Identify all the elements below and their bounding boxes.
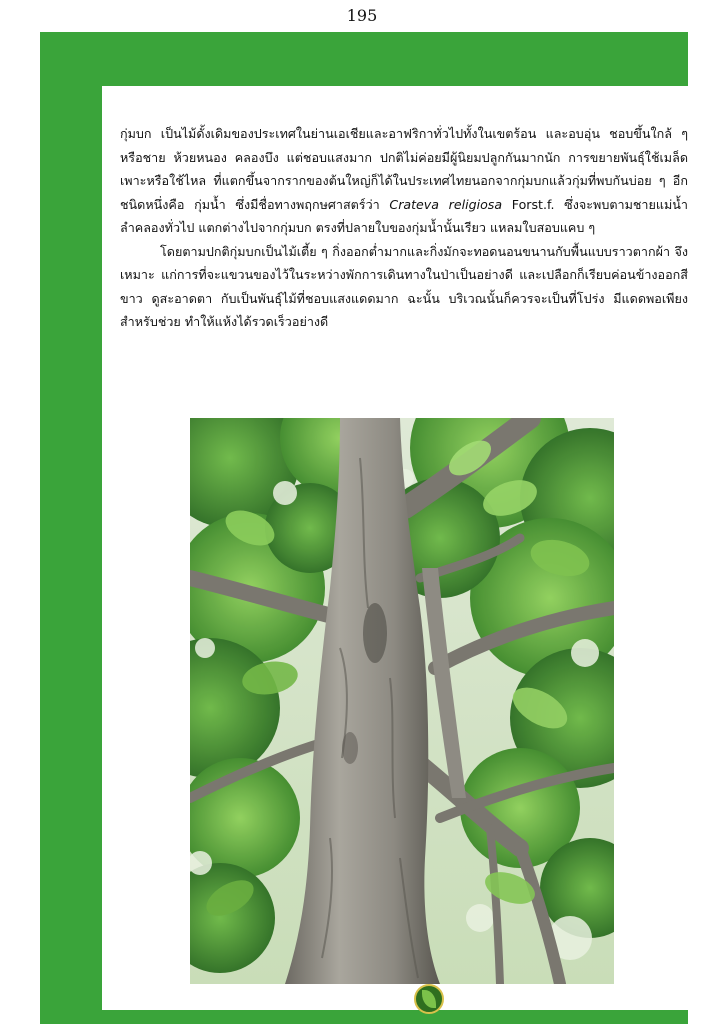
paragraph-2: โดยตามปกติกุ่มบกเป็นไม้เตี้ย ๆ กิ่งออกต่ำมากและกิ่งมักจะทอดนอนขนานกับพื้นแบบราวตากผ้า จึงเหมาะ แก่การที่จะแขวนของไว้ในระหว่างพักการเดินทางในป่าเป็นอย่างดี และเปลือกก็เรียบค่อนข้างออกสีขาว ดูสะอาดตา กับเป็นพันธุ์ไม้ที่ชอบแสงแดดมาก ฉะนั้น บริเวณนั้นก็ควรจะเป็นที่โปร่ง มีแดดพอเพียงสำหรับช่วย ทำให้แห้งได้รวดเร็วอย่างดี — [120, 243, 688, 329]
scientific-name: Crateva religiosa — [389, 196, 503, 212]
content-panel — [102, 86, 706, 1010]
paragraph-1-text-b: Forst.f. ซึ่งจะพบตามชายแม่น้ำลำคลองทั่วไป แตกต่างไปจากกุ่มบก ตรงที่ปลายใบของกุ่มน้ำนั้นเรียว แหลมใบสอบแคบ ๆ — [120, 196, 688, 235]
green-page-frame — [40, 32, 688, 1024]
forestry-logo-icon — [414, 984, 444, 1014]
page-number: 195 — [346, 6, 378, 25]
tree-photo — [190, 418, 614, 984]
body-text — [120, 122, 688, 334]
tree-photo-illustration — [190, 418, 614, 984]
paragraph-1-text-a: กุ่มบก เป็นไม้ดั้งเดิมของประเทศในย่านเอเชียและอาฟริกาทั่วไปทั้งในเขตร้อน และอบอุ่น ชอบขึ้นใกล้ ๆ หรือชาย ห้วยหนอง คลองบึง แต่ชอบแสงมาก ปกติไม่ค่อยมีผู้นิยมปลูกกันมากนัก การขยายพันธุ์ใช้เมล็ดเพาะหรือใช้ไหล ที่แตกขึ้นจากรากของต้นใหญ่ก็ได้ในประเทศไทยนอกจากกุ่มบกแล้วกุ่มที่พบกันบ่อย ๆ อีกชนิดหนึ่งคือ กุ่มน้ำ ซึ่งมีชื่อทางพฤกษศาสตร์ว่า — [120, 126, 688, 212]
footer-text: สวนเพาะชำกล้าไม้ สำนักส่งเสริมการปลูกป่า — [447, 991, 684, 1006]
paragraph-1 — [120, 122, 688, 240]
footer — [414, 980, 684, 1018]
